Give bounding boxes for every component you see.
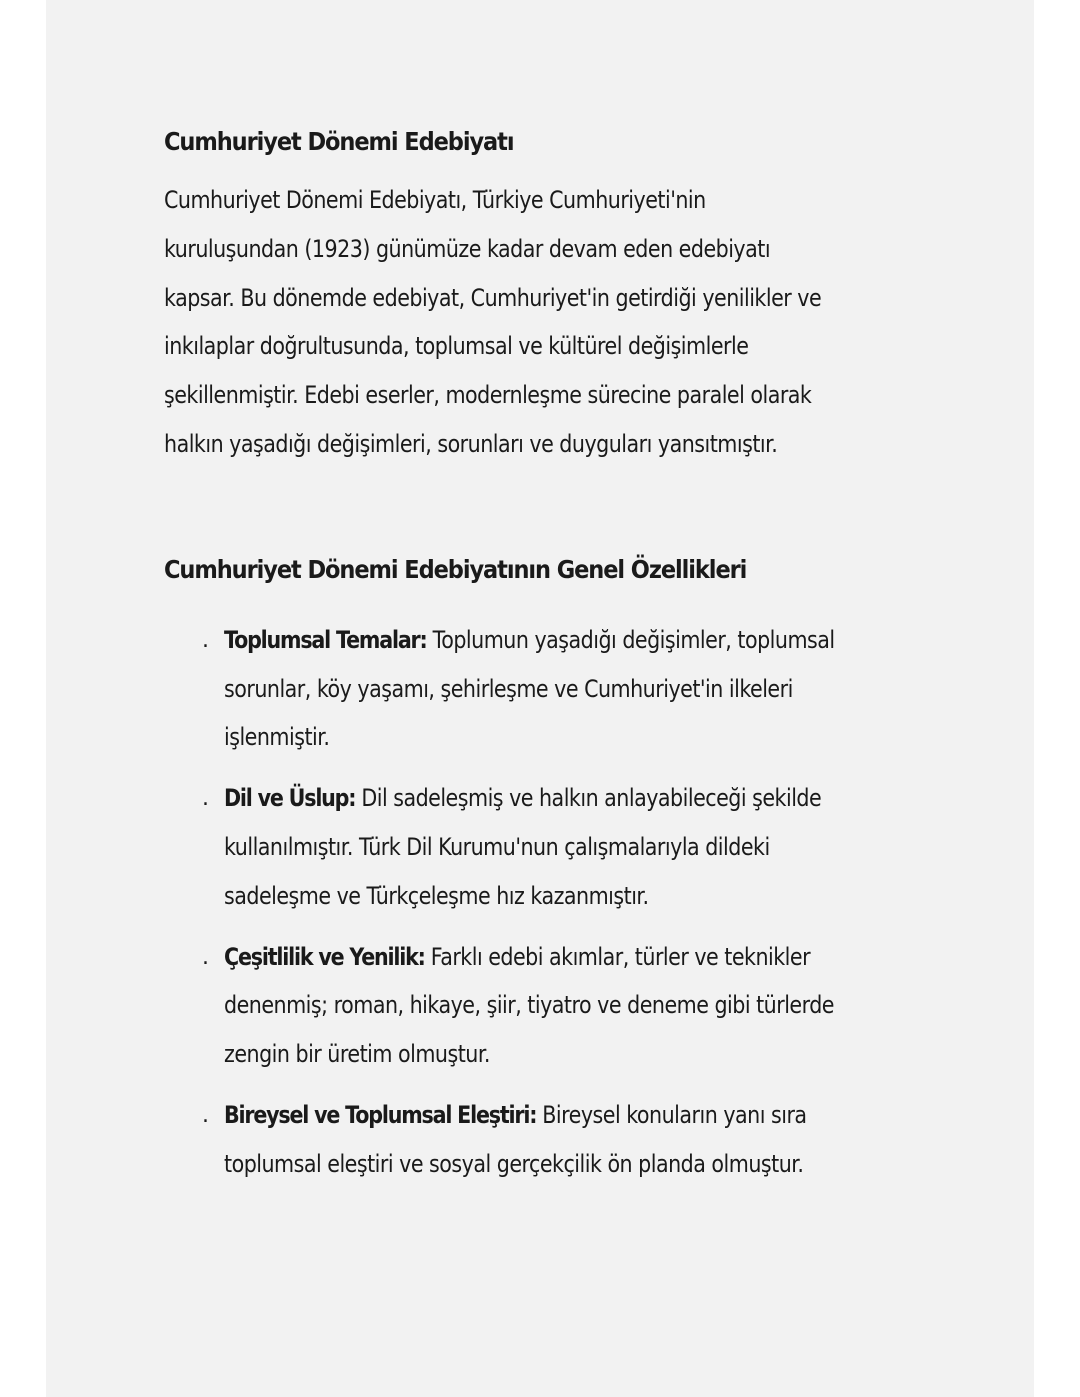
list-item-dil-ve-uslup xyxy=(164,774,924,920)
document-content xyxy=(164,118,924,1201)
paragraph-line: şekillenmiştir. Edebi eserler, modernleşme sürecine paralel olarak xyxy=(164,381,812,410)
features-list xyxy=(164,616,924,1189)
bullet-line: kullanılmıştır. Türk Dil Kurumu'nun çalışmalarıyla dildeki xyxy=(224,832,770,861)
bullet-marker: . xyxy=(202,944,209,970)
list-item-toplumsal-temalar xyxy=(164,616,924,762)
bullet-marker: . xyxy=(202,1102,209,1128)
bullet-text: Farklı edebi akımlar, türler ve teknikler xyxy=(424,942,811,971)
bullet-term: Toplumsal Temalar: xyxy=(224,625,427,654)
section-title-cumhuriyet-edebiyati: Cumhuriyet Dönemi Edebiyatı xyxy=(164,127,514,156)
bullet-line xyxy=(224,774,826,823)
bullet-line xyxy=(224,1091,826,1140)
bullet-term: Bireysel ve Toplumsal Eleştiri: xyxy=(224,1100,537,1129)
bullet-line xyxy=(224,616,835,665)
bullet-line: zengin bir üretim olmuştur. xyxy=(224,1040,490,1069)
bullet-marker: . xyxy=(202,627,209,653)
bullet-term: Dil ve Üslup: xyxy=(224,784,356,813)
bullet-text: Dil sadeleşmiş ve halkın anlayabileceği şekilde xyxy=(355,784,822,813)
document-page xyxy=(46,0,1034,1397)
bullet-text: Bireysel konuların yanı sıra xyxy=(536,1100,807,1129)
intro-paragraph xyxy=(164,176,924,469)
bullet-line: toplumsal eleştiri ve sosyal gerçekçilik ön planda olmuştur. xyxy=(224,1149,804,1178)
list-item-cesitlilik-ve-yenilik xyxy=(164,933,924,1079)
bullet-line: denenmiş; roman, hikaye, şiir, tiyatro ve deneme gibi türlerde xyxy=(224,991,834,1020)
paragraph-line: kuruluşundan (1923) günümüze kadar devam eden edebiyatı xyxy=(164,234,771,263)
bullet-line: işlenmiştir. xyxy=(224,723,330,752)
paragraph-line: kapsar. Bu dönemde edebiyat, Cumhuriyet'in getirdiği yenilikler ve xyxy=(164,283,822,312)
bullet-line: sorunlar, köy yaşamı, şehirleşme ve Cumhuriyet'in ilkeleri xyxy=(224,674,793,703)
list-item-bireysel-ve-toplumsal-elestiri xyxy=(164,1091,924,1189)
bullet-line xyxy=(224,933,826,982)
bullet-marker: . xyxy=(202,786,209,812)
paragraph-line: halkın yaşadığı değişimleri, sorunları ve duyguları yansıtmıştır. xyxy=(164,429,778,458)
paragraph-line: inkılaplar doğrultusunda, toplumsal ve kültürel değişimlerle xyxy=(164,332,749,361)
bullet-line: sadeleşme ve Türkçeleşme hız kazanmıştır. xyxy=(224,881,649,910)
section-title-genel-ozellikler: Cumhuriyet Dönemi Edebiyatının Genel Özellikleri xyxy=(164,554,747,584)
paragraph-line: Cumhuriyet Dönemi Edebiyatı, Türkiye Cumhuriyeti'nin xyxy=(164,186,706,214)
bullet-text: Toplumun yaşadığı değişimler, toplumsal xyxy=(426,625,835,654)
bullet-term: Çeşitlilik ve Yenilik: xyxy=(224,942,425,971)
